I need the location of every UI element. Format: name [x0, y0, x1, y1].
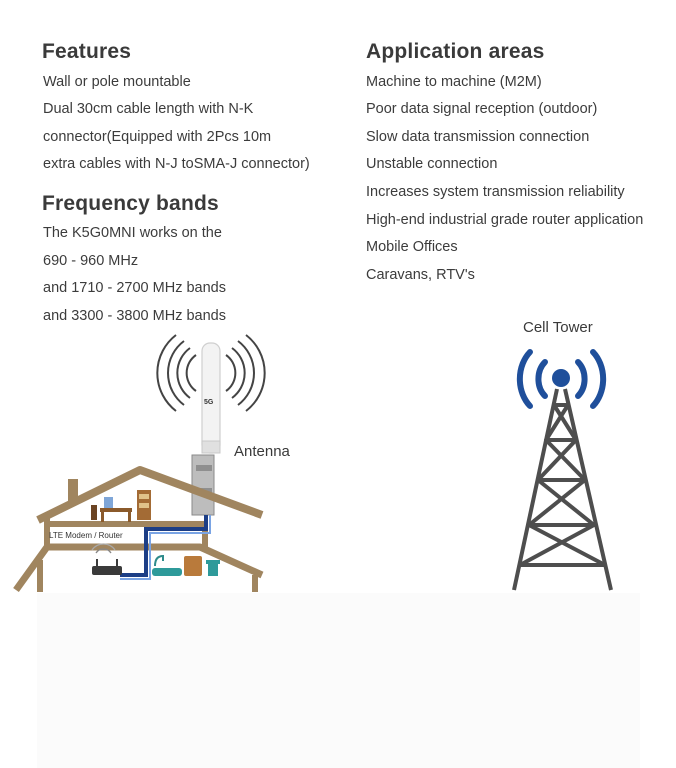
antenna-badge: 5G: [204, 399, 214, 406]
applications-heading: Application areas: [366, 40, 545, 63]
tower-label: Cell Tower: [523, 319, 593, 336]
application-line: Mobile Offices: [366, 239, 458, 255]
application-line: Caravans, RTV's: [366, 267, 475, 283]
features-line: connector(Equipped with 2Pcs 10m: [43, 129, 272, 145]
application-line: Increases system transmission reliability: [366, 184, 625, 200]
cell-tower-icon: [514, 389, 611, 590]
frequency-line: and 3300 - 3800 MHz bands: [43, 308, 226, 324]
bathroom-icon: [152, 556, 220, 576]
application-line: Unstable connection: [366, 156, 498, 172]
frequency-heading: Frequency bands: [42, 192, 219, 215]
features-line: Wall or pole mountable: [43, 74, 191, 90]
frequency-line: The K5G0MNI works on the: [43, 225, 222, 241]
furniture-icon: [91, 490, 151, 522]
application-line: Slow data transmission connection: [366, 129, 590, 145]
application-line: High-end industrial grade router application: [366, 212, 644, 228]
antenna-label: Antenna: [234, 443, 290, 460]
features-heading: Features: [42, 40, 132, 63]
tower-beacon-icon: [552, 369, 570, 387]
modem-label: LTE Modem / Router: [49, 531, 123, 540]
features-line: extra cables with N-J toSMA-J connector): [43, 156, 310, 172]
frequency-line: and 1710 - 2700 MHz bands: [43, 280, 226, 296]
features-line: Dual 30cm cable length with N-K: [43, 101, 254, 117]
application-line: Poor data signal reception (outdoor): [366, 101, 598, 117]
frequency-line: 690 - 960 MHz: [43, 253, 139, 269]
chimney-icon: [68, 479, 78, 501]
application-line: Machine to machine (M2M): [366, 74, 542, 90]
